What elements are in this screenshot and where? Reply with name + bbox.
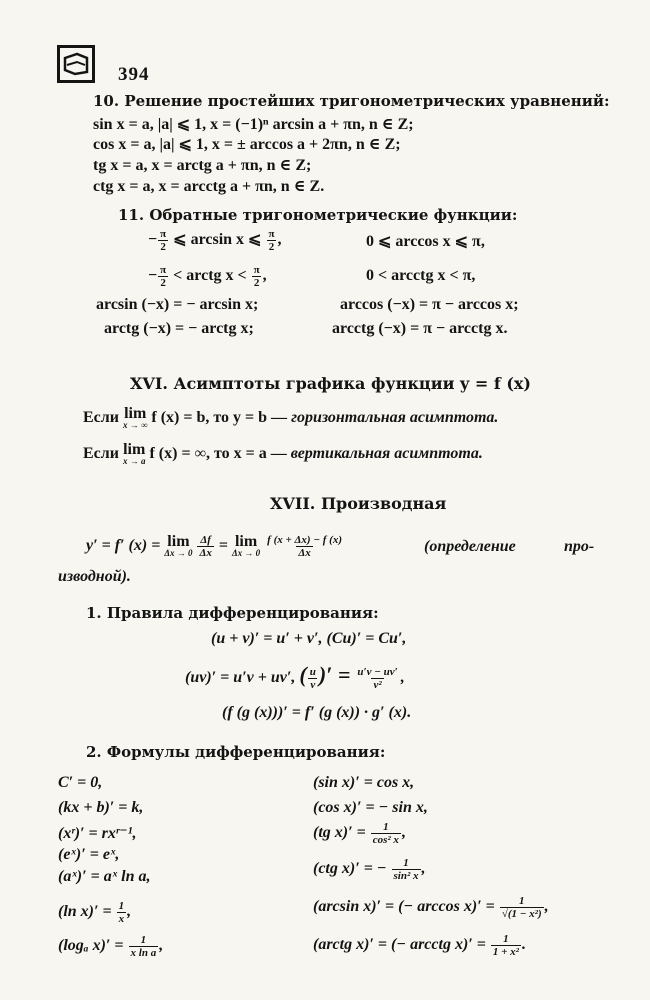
- range-arccos: 0 ⩽ arccos x ⩽ π,: [366, 233, 485, 250]
- section-16-title: XVI. Асимптоты графика функции y = f (x): [130, 374, 531, 393]
- formula-constant: C′ = 0,: [58, 774, 103, 791]
- formula-ctg: (ctg x)′ = − $\frac{1}{\text{sin² x}}$ ,: [313, 856, 426, 882]
- definition-note-end: изводной).: [58, 568, 131, 585]
- formula-power: (xʳ)′ = rxʳ⁻¹,: [58, 825, 137, 842]
- equation-cos: cos x = a, |a| ⩽ 1, x = ± arccos a + 2πn, n ∈ Z;: [93, 136, 401, 153]
- formulas-title: 2. Формулы дифференцирования:: [86, 743, 386, 761]
- formula-arctg: (arctg x)′ = (− arcctg x)′ = $\frac{1}{\text{1 + x²}}$ .: [313, 932, 526, 958]
- definition-note-hyphen: про-: [564, 538, 595, 555]
- section-11-title: 11. Обратные тригонометрические функции:: [118, 206, 518, 224]
- section-17-title: XVII. Производная: [270, 494, 447, 513]
- formula-arcsin: (arcsin x)′ = (− arccos x)′ = $\frac{1}{\text{√(1 − x²)}}$ ,: [313, 894, 549, 920]
- formula-linear: (kx + b)′ = k,: [58, 799, 144, 816]
- identity-arcsin: arcsin (−x) = − arcsin x;: [96, 296, 259, 313]
- equation-tg: tg x = a, x = arctg a + πn, n ∈ Z;: [93, 157, 312, 174]
- rule-sum-constant: (u + v)′ = u′ + v′, (Cu)′ = Cu′,: [211, 630, 407, 647]
- equation-sin: sin x = a, |a| ⩽ 1, x = (−1)ⁿ arcsin a + πn, n ∈ Z;: [93, 116, 414, 133]
- identity-arccos: arccos (−x) = π − arccos x;: [340, 296, 519, 313]
- identity-arctg: arctg (−x) = − arctg x;: [104, 320, 254, 337]
- page-number: 394: [118, 64, 150, 85]
- rule-product-quotient: (uv)′ = u′v + uv′, ( $\frac{u}{v}$ )′ = $\frac{u'v - uv'}{\text{v²}}$ ,: [185, 662, 405, 691]
- rules-title: 1. Правила дифференцирования:: [86, 604, 379, 622]
- rule-chain: (f (g (x)))′ = f′ (g (x)) · g′ (x).: [222, 704, 412, 721]
- formula-exp: (eˣ)′ = eˣ,: [58, 846, 120, 863]
- definition-note: (определение: [424, 538, 516, 555]
- range-arcctg: 0 < arcctg x < π,: [366, 267, 476, 284]
- equation-ctg: ctg x = a, x = arcctg a + πn, n ∈ Z.: [93, 178, 325, 195]
- formula-tg: (tg x)′ = $\frac{1}{\text{cos² x}}$ ,: [313, 820, 406, 846]
- formula-log: (logₐ x)′ = $\frac{1}{\text{x ln a}}$ ,: [58, 933, 164, 959]
- derivative-definition: y′ = f′ (x) = lim Δx → 0 $\frac{\Delta f}{\Delta x}$ = lim Δx → 0 $\frac{f (x + \Delta x) - f (x)}{\Delta x}$: [86, 532, 342, 559]
- formula-sin: (sin x)′ = cos x,: [313, 774, 415, 791]
- range-arctg: − $\frac{\pi}{2}$ < arctg x < $\frac{\pi}{2}$ ,: [148, 263, 267, 289]
- vertical-asymptote-line: Если lim x → a f (x) = ∞, то x = a — вертикальная асимптота.: [83, 440, 483, 466]
- formula-ln: (ln x)′ = $\frac{1}{x}$ ,: [58, 899, 132, 925]
- horizontal-asymptote-line: Если lim x → ∞ f (x) = b, то y = b — горизонтальная асимптота.: [83, 404, 499, 430]
- section-10-title: 10. Решение простейших тригонометрических уравнений:: [93, 92, 610, 110]
- range-arcsin: − $\frac{\pi}{2}$ ⩽ arcsin x ⩽ $\frac{\pi}{2}$ ,: [148, 227, 282, 253]
- identity-arcctg: arcctg (−x) = π − arcctg x.: [332, 320, 508, 337]
- book-icon: [57, 45, 95, 83]
- formula-exp-a: (aˣ)′ = aˣ ln a,: [58, 868, 151, 885]
- formula-cos: (cos x)′ = − sin x,: [313, 799, 428, 816]
